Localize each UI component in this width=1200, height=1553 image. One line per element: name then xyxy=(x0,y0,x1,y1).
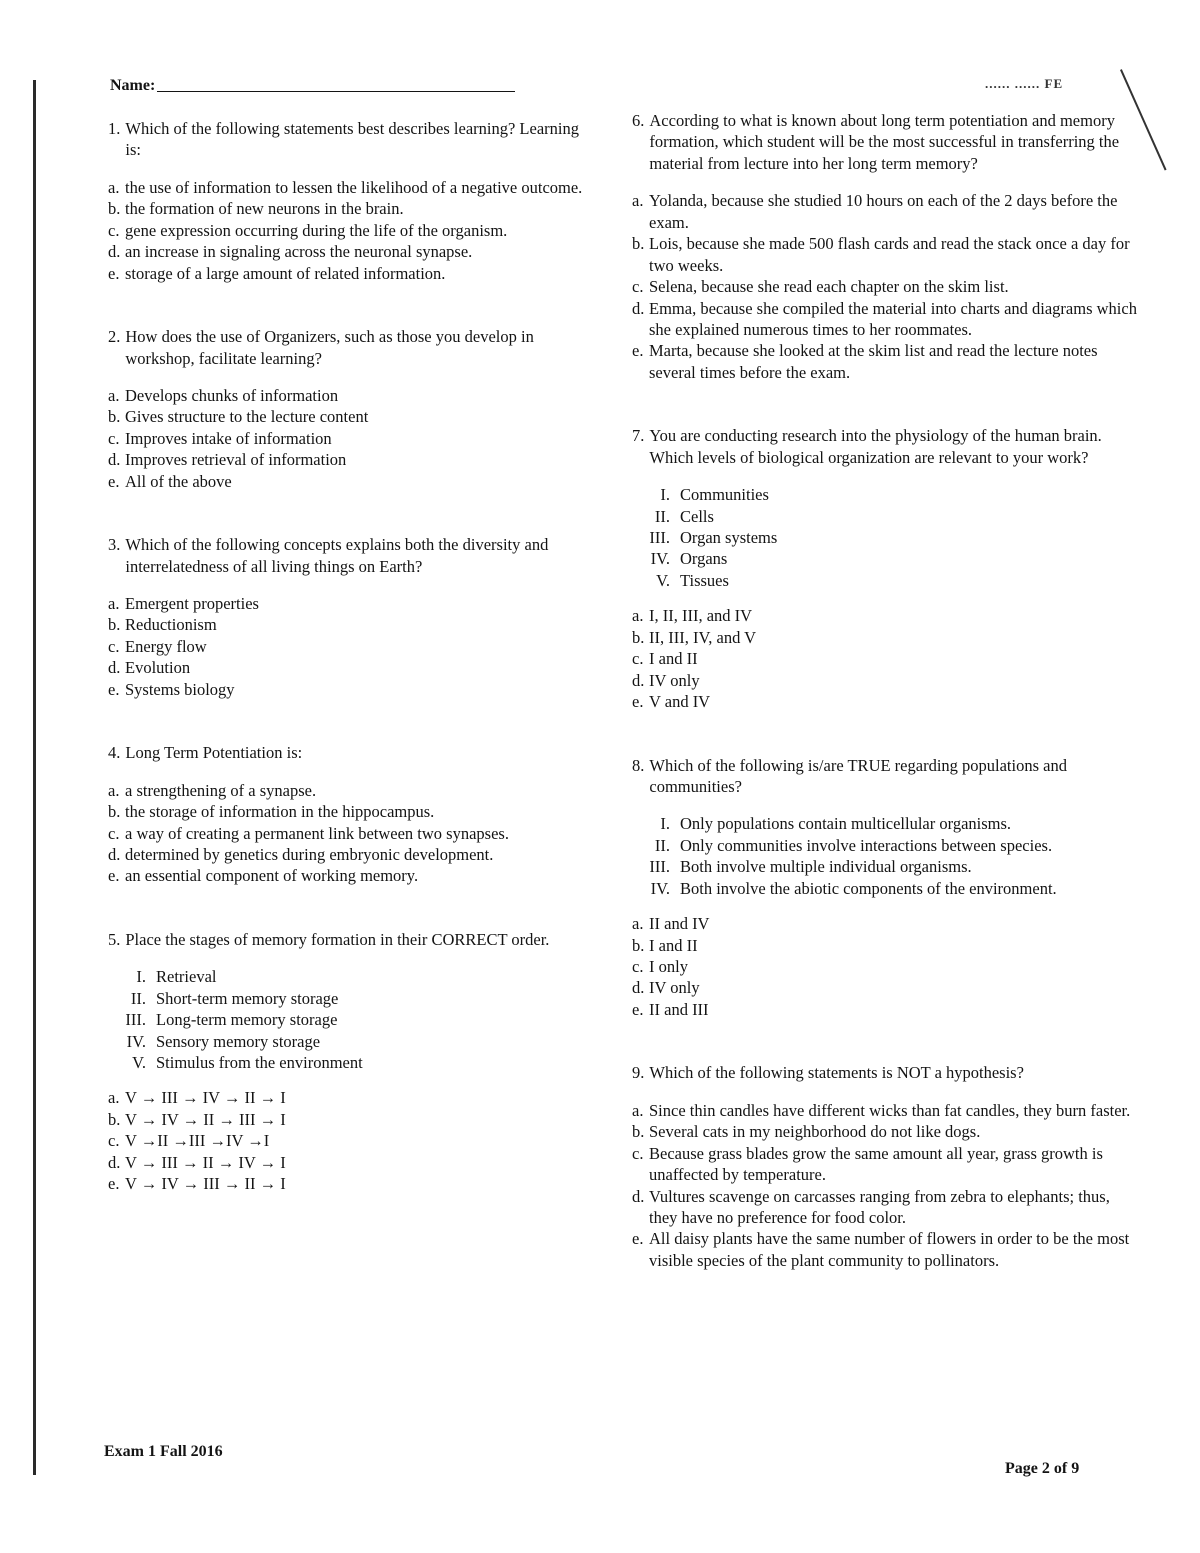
roman-numeral: IV. xyxy=(650,549,670,569)
choice-letter: e. xyxy=(632,1229,644,1249)
answer-choice xyxy=(632,605,1142,626)
roman-numeral: III. xyxy=(649,528,670,547)
corner-text: ...... ...... FE xyxy=(985,76,1064,91)
choice-letter: a. xyxy=(108,177,120,197)
choice-text: Develops chunks of information xyxy=(125,385,339,405)
choice-text: V and IV xyxy=(649,692,711,712)
choice-text: Evolution xyxy=(125,658,191,678)
answer-choice xyxy=(632,1143,1142,1186)
choice-text: IV only xyxy=(649,670,700,690)
choice-letter: b. xyxy=(108,199,121,219)
question-stem xyxy=(108,929,588,950)
question-number: 8. xyxy=(632,755,645,775)
roman-item-text: Organ systems xyxy=(680,528,778,547)
question-text: Which of the following statements best describes learning? Learning is: xyxy=(125,119,579,160)
answer-choice xyxy=(632,1228,1142,1271)
answer-choice xyxy=(108,241,588,262)
roman-item xyxy=(640,835,1142,856)
choice-letter: e. xyxy=(108,1174,120,1194)
question-text: How does the use of Organizers, such as those you develop in workshop, facilitate learning? xyxy=(125,327,534,368)
roman-numeral: I. xyxy=(660,485,670,505)
choice-letter: b. xyxy=(632,234,645,254)
answer-choice xyxy=(108,471,588,492)
question-block xyxy=(108,742,588,887)
roman-item-text: Only populations contain multicellular organisms. xyxy=(680,814,1012,834)
answer-choice xyxy=(632,233,1142,276)
answer-choice xyxy=(108,177,588,198)
question-number: 1. xyxy=(108,119,121,138)
choice-text: All daisy plants have the same number of flowers in order to be the most visible species of the plant community to pollinators. xyxy=(649,1229,1130,1270)
answer-choice xyxy=(108,449,588,470)
answer-choice xyxy=(108,428,588,449)
question-block xyxy=(108,326,588,492)
answer-choice xyxy=(632,190,1142,233)
choice-text: gene expression occurring during the life of the organism. xyxy=(125,220,508,240)
answer-choice xyxy=(632,999,1142,1020)
choice-text: V → IV → III → II → I xyxy=(125,1174,286,1194)
question-number: 4. xyxy=(108,743,121,763)
answer-choice xyxy=(108,844,588,865)
choice-letter: a. xyxy=(108,780,120,800)
answer-choice xyxy=(632,276,1142,297)
roman-item xyxy=(116,988,588,1009)
answer-choices xyxy=(632,913,1142,1020)
choice-text: Because grass blades grow the same amount all year, grass growth is unaffected by temperature. xyxy=(649,1143,1103,1185)
choice-letter: c. xyxy=(632,1143,644,1163)
choice-letter: a. xyxy=(632,914,644,934)
roman-numeral-list xyxy=(116,966,588,1073)
answer-choices xyxy=(108,593,588,700)
choice-text: V →II →III →IV →I xyxy=(125,1131,270,1151)
roman-item-text: Cells xyxy=(680,506,714,526)
choice-text: determined by genetics during embryonic development. xyxy=(125,844,494,864)
choice-text: I and II xyxy=(649,649,698,669)
roman-item xyxy=(116,1052,588,1073)
question-stem xyxy=(632,110,1142,174)
question-block xyxy=(632,110,1142,383)
question-stem xyxy=(108,742,588,763)
choice-letter: b. xyxy=(108,802,121,822)
question-block xyxy=(632,425,1142,712)
answer-choice xyxy=(632,956,1142,977)
choice-letter: a. xyxy=(108,1088,120,1108)
question-block xyxy=(108,929,588,1195)
answer-choice xyxy=(108,385,588,406)
choice-text: an increase in signaling across the neuronal synapse. xyxy=(125,242,473,262)
answer-choices xyxy=(632,605,1142,712)
choice-text: Reductionism xyxy=(125,615,217,635)
question-stem xyxy=(632,1062,1142,1083)
choice-text: V → IV → II → III → I xyxy=(125,1109,286,1129)
answer-choices xyxy=(108,1087,588,1194)
question-text: You are conducting research into the physiology of the human brain. Which levels of biological organization are relevant to your work? xyxy=(649,426,1102,467)
choice-letter: e. xyxy=(632,341,644,361)
question-stem xyxy=(108,534,588,577)
choice-text: All of the above xyxy=(125,471,232,491)
answer-choice xyxy=(108,220,588,241)
choice-letter: d. xyxy=(632,298,645,318)
choice-letter: d. xyxy=(632,1186,645,1206)
question-number: 3. xyxy=(108,535,121,555)
choice-letter: c. xyxy=(632,277,644,297)
roman-numeral: IV. xyxy=(126,1031,146,1051)
answer-choice xyxy=(108,406,588,427)
choice-text: I and II xyxy=(649,935,698,955)
roman-item-text: Both involve multiple individual organisms. xyxy=(680,857,972,877)
roman-item-text: Stimulus from the environment xyxy=(156,1053,363,1072)
roman-numeral: III. xyxy=(649,857,670,877)
choice-letter: e. xyxy=(108,263,120,283)
answer-choice xyxy=(632,298,1142,341)
roman-numeral-list xyxy=(640,484,1142,591)
choice-text: Selena, because she read each chapter on the skim list. xyxy=(649,277,1009,297)
choice-letter: c. xyxy=(108,220,120,240)
roman-numeral: III. xyxy=(125,1010,146,1030)
roman-numeral: II. xyxy=(130,988,146,1008)
choice-letter: c. xyxy=(632,649,644,669)
roman-item-text: Short-term memory storage xyxy=(156,988,339,1008)
choice-letter: b. xyxy=(632,1122,645,1142)
question-number: 7. xyxy=(632,426,645,446)
roman-item-text: Retrieval xyxy=(156,967,217,987)
roman-numeral: I. xyxy=(136,967,146,987)
answer-choice xyxy=(632,627,1142,648)
choice-letter: a. xyxy=(632,191,644,211)
roman-item-text: Organs xyxy=(680,549,728,569)
choice-text: an essential component of working memory. xyxy=(125,866,419,886)
choice-text: the formation of new neurons in the brain. xyxy=(125,199,404,219)
choice-text: I only xyxy=(649,957,688,976)
question-number: 9. xyxy=(632,1063,645,1083)
choice-letter: b. xyxy=(108,615,121,635)
answer-choice xyxy=(632,935,1142,956)
page-number: Page 2 of 9 xyxy=(1005,1460,1080,1477)
question-text: Which of the following statements is NOT a hypothesis? xyxy=(649,1063,1024,1083)
answer-choice xyxy=(108,1130,588,1151)
roman-item-text: Long-term memory storage xyxy=(156,1010,338,1030)
choice-letter: d. xyxy=(108,242,121,262)
choice-text: Vultures scavenge on carcasses ranging from zebra to elephants; thus, they have no preference for food color. xyxy=(649,1186,1110,1227)
answer-choices xyxy=(108,385,588,492)
choice-letter: a. xyxy=(632,606,644,626)
choice-letter: d. xyxy=(108,450,121,470)
question-block xyxy=(108,118,588,284)
choice-text: Lois, because she made 500 flash cards and read the stack once a day for two weeks. xyxy=(649,234,1130,275)
roman-numeral: IV. xyxy=(650,878,670,898)
roman-item xyxy=(640,484,1142,505)
question-stem xyxy=(632,755,1142,798)
choice-text: Several cats in my neighborhood do not like dogs. xyxy=(649,1122,981,1142)
answer-choice xyxy=(108,614,588,635)
answer-choice xyxy=(632,1121,1142,1142)
choice-letter: c. xyxy=(632,957,644,976)
choice-letter: b. xyxy=(108,407,121,427)
roman-item-text: Communities xyxy=(680,485,769,505)
choice-text: Emma, because she compiled the material into charts and diagrams which she explained numerous times to her roommates. xyxy=(649,298,1137,339)
roman-item xyxy=(640,527,1142,548)
answer-choice xyxy=(632,648,1142,669)
roman-item xyxy=(640,570,1142,591)
choice-text: a way of creating a permanent link between two synapses. xyxy=(125,823,509,843)
question-stem xyxy=(108,118,588,161)
choice-letter: c. xyxy=(108,428,120,448)
roman-numeral: V. xyxy=(656,570,670,590)
answer-choices xyxy=(632,1100,1142,1272)
choice-text: V → III → IV → II → I xyxy=(125,1088,286,1108)
roman-item xyxy=(116,966,588,987)
left-column xyxy=(108,118,588,1237)
name-field xyxy=(110,76,515,97)
choice-text: Gives structure to the lecture content xyxy=(125,407,369,427)
choice-text: V → III → II → IV → I xyxy=(125,1152,286,1172)
question-stem xyxy=(108,326,588,369)
answer-choice xyxy=(108,823,588,844)
answer-choice xyxy=(632,1186,1142,1229)
name-blank-line xyxy=(157,91,515,92)
choice-letter: b. xyxy=(108,1109,121,1129)
question-number: 5. xyxy=(108,929,121,949)
answer-choice xyxy=(108,1173,588,1194)
roman-item-text: Both involve the abiotic components of the environment. xyxy=(680,878,1057,898)
choice-text: Marta, because she looked at the skim list and read the lecture notes several times before the exam. xyxy=(649,341,1098,382)
question-number: 2. xyxy=(108,327,121,347)
answer-choice xyxy=(632,691,1142,712)
choice-letter: d. xyxy=(108,844,121,864)
question-number: 6. xyxy=(632,111,645,130)
answer-choice xyxy=(632,913,1142,934)
choice-letter: d. xyxy=(632,670,645,690)
choice-letter: c. xyxy=(108,1131,120,1151)
answer-choice xyxy=(632,340,1142,383)
roman-numeral: V. xyxy=(132,1053,146,1072)
roman-numeral: I. xyxy=(660,814,670,834)
answer-choices xyxy=(108,177,588,284)
choice-text: storage of a large amount of related information. xyxy=(125,263,446,283)
choice-text: II and III xyxy=(649,999,709,1019)
roman-item xyxy=(640,506,1142,527)
question-stem xyxy=(632,425,1142,468)
choice-text: II and IV xyxy=(649,914,710,934)
answer-choice xyxy=(108,780,588,801)
answer-choice xyxy=(108,679,588,700)
choice-letter: e. xyxy=(108,679,120,699)
answer-choice xyxy=(632,670,1142,691)
choice-letter: a. xyxy=(632,1100,644,1120)
choice-letter: a. xyxy=(108,385,120,405)
choice-text: Yolanda, because she studied 10 hours on each of the 2 days before the exam. xyxy=(649,191,1118,232)
choice-text: Energy flow xyxy=(125,636,207,656)
question-text: Long Term Potentiation is: xyxy=(125,743,303,763)
choice-text: Emergent properties xyxy=(125,594,259,613)
choice-text: II, III, IV, and V xyxy=(649,627,757,647)
question-text: Which of the following is/are TRUE regarding populations and communities? xyxy=(649,755,1067,796)
choice-letter: e. xyxy=(632,999,644,1019)
choice-letter: c. xyxy=(108,823,120,843)
choice-text: Improves intake of information xyxy=(125,428,332,448)
roman-item xyxy=(640,813,1142,834)
roman-item xyxy=(116,1031,588,1052)
answer-choice xyxy=(108,1152,588,1173)
answer-choice xyxy=(108,657,588,678)
answer-choice xyxy=(108,263,588,284)
answer-choice xyxy=(108,865,588,886)
roman-numeral: II. xyxy=(654,506,670,526)
answer-choice xyxy=(108,801,588,822)
margin-line xyxy=(33,80,36,1475)
roman-item xyxy=(116,1009,588,1030)
roman-numeral-list xyxy=(640,813,1142,899)
choice-text: Since thin candles have different wicks than fat candles, they burn faster. xyxy=(649,1100,1131,1120)
choice-letter: e. xyxy=(108,866,120,886)
choice-letter: b. xyxy=(632,627,645,647)
answer-choice xyxy=(632,1100,1142,1121)
roman-item xyxy=(640,856,1142,877)
roman-item xyxy=(640,548,1142,569)
question-text: According to what is known about long term potentiation and memory formation, which student will be the most successful in transferring the material from lecture into her long term memory? xyxy=(649,111,1120,173)
choice-letter: d. xyxy=(108,1152,121,1172)
roman-item-text: Only communities involve interactions between species. xyxy=(680,835,1053,855)
roman-numeral: II. xyxy=(654,835,670,855)
question-text: Which of the following concepts explains both the diversity and interrelatedness of all living things on Earth? xyxy=(125,535,549,576)
exam-title-footer: Exam 1 Fall 2016 xyxy=(104,1443,223,1460)
question-text: Place the stages of memory formation in their CORRECT order. xyxy=(125,929,550,949)
answer-choice xyxy=(108,593,588,614)
answer-choices xyxy=(108,780,588,887)
answer-choice xyxy=(108,636,588,657)
choice-letter: c. xyxy=(108,636,120,656)
choice-letter: d. xyxy=(108,658,121,678)
roman-item-text: Tissues xyxy=(680,570,729,590)
question-block xyxy=(632,755,1142,1021)
roman-item-text: Sensory memory storage xyxy=(156,1031,321,1051)
question-block xyxy=(632,1062,1142,1271)
choice-letter: e. xyxy=(632,692,644,712)
answer-choice xyxy=(108,198,588,219)
choice-text: Systems biology xyxy=(125,679,235,699)
right-column xyxy=(632,110,1142,1313)
answer-choice xyxy=(108,1109,588,1130)
choice-text: the use of information to lessen the likelihood of a negative outcome. xyxy=(125,177,583,197)
choice-letter: d. xyxy=(632,978,645,998)
choice-letter: e. xyxy=(108,471,120,491)
choice-letter: a. xyxy=(108,594,120,613)
choice-text: the storage of information in the hippocampus. xyxy=(125,802,435,822)
answer-choice xyxy=(632,977,1142,998)
choice-text: Improves retrieval of information xyxy=(125,450,347,470)
choice-text: a strengthening of a synapse. xyxy=(125,780,317,800)
answer-choice xyxy=(108,1087,588,1108)
roman-item xyxy=(640,878,1142,899)
choice-text: I, II, III, and IV xyxy=(649,606,753,626)
answer-choices xyxy=(632,190,1142,383)
question-block xyxy=(108,534,588,700)
choice-letter: b. xyxy=(632,935,645,955)
choice-text: IV only xyxy=(649,978,700,998)
name-label: Name: xyxy=(110,77,156,94)
